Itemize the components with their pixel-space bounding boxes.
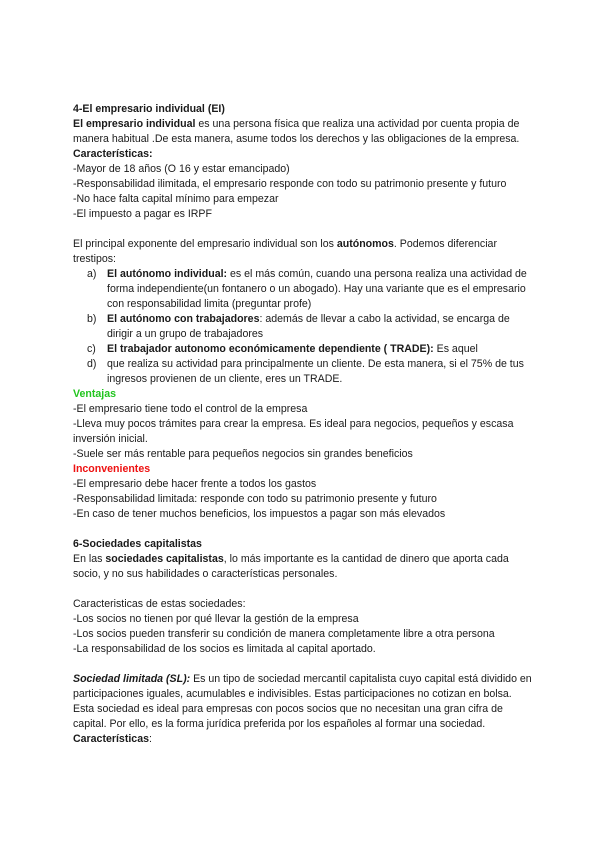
list-item-text: que realiza su actividad para principalmente un cliente. De esta manera, si el 75% de tus ingresos provienen de un cliente, eres un TRADE. [107,358,524,385]
list-label: b) [87,313,97,325]
sl-char-colon: : [148,733,152,745]
list-item [73,342,533,357]
characteristic-item: -Mayor de 18 años (O 16 y estar emancipado) [73,163,290,175]
document-body [73,102,533,747]
exponent-bold: autónomos [336,238,394,250]
sociedades-intro-pre: En las [73,553,106,565]
list-item [73,357,533,387]
exponent-paragraph [73,237,533,267]
sl-paragraph [73,672,533,702]
inconvenientes-heading: Inconvenientes [73,463,151,475]
types-list [73,267,533,387]
list-label: a) [87,268,97,280]
list-item-bold: El autónomo individual: [107,268,228,280]
sociedades-char-heading: Caracteristicas de estas sociedades: [73,598,246,610]
ventaja-item: -Suele ser más rentable para pequeños negocios sin grandes beneficios [73,448,413,460]
sociedades-intro-text: , lo más importante es la cantidad de dinero que aporta cada socio, y no sus habilidades o características personales. [73,553,509,580]
list-item-text: es el más común, cuando una persona realiza una actividad de forma independiente(un fontanero o un abogado). Hay una variante que es el empresario con responsabilidad limita (preguntar profe) [107,268,527,310]
inconveniente-item: -El empresario debe hacer frente a todos los gastos [73,478,317,490]
list-label: c) [87,343,96,355]
sl-char-heading-text: Características [73,733,149,745]
inconveniente-item: -Responsabilidad limitada: responde con todo su patrimonio presente y futuro [73,493,437,505]
characteristic-item: -Responsabilidad ilimitada, el empresario responde con todo su patrimonio presente y futuro [73,178,507,190]
list-item-bold: El autónomo con trabajadores [107,313,260,325]
intro-text: es una persona física que realiza una actividad por cuenta propia de manera habitual .De esta manera, asume todos los derechos y las obligaciones de la empresa. [73,118,520,145]
sl-characteristics-heading [73,732,533,747]
list-item [73,267,533,312]
characteristics-heading: Características: [73,148,153,160]
intro-paragraph [73,117,533,147]
sociedades-char-item: -La responsabilidad de los socios es limitada al capital aportado. [73,643,376,655]
sociedades-char-item: -Los socios pueden transferir su condición de manera completamente libre a otra persona [73,628,495,640]
characteristic-item: -El impuesto a pagar es IRPF [73,208,212,220]
intro-bold: El empresario individual [73,118,196,130]
list-item-text: : además de llevar a cabo la actividad, se encarga de dirigir a un grupo de trabajadores [107,313,510,340]
sociedades-char-item: -Los socios no tienen por qué llevar la gestión de la empresa [73,613,359,625]
sociedades-intro [73,552,533,582]
ventaja-item: -Lleva muy pocos trámites para crear la empresa. Es ideal para negocios, pequeños y escasa inversión inicial. [73,418,514,445]
list-item-bold: El trabajador autonomo económicamente dependiente ( TRADE): [107,343,434,355]
ventaja-item: -El empresario tiene todo el control de la empresa [73,403,308,415]
exponent-text-pre: El principal exponente del empresario individual son los [73,238,337,250]
inconveniente-item: -En caso de tener muchos beneficios, los impuestos a pagar son más elevados [73,508,446,520]
characteristic-item: -No hace falta capital mínimo para empezar [73,193,279,205]
list-label: d) [87,358,97,370]
list-item [73,312,533,342]
list-item-text: Es aquel [433,343,478,355]
section-title-empresario-individual: 4-El empresario individual (EI) [73,103,225,115]
sl-text: Es un tipo de sociedad mercantil capitalista cuyo capital está dividido en participaciones iguales, acumulables e indivisibles. Estas participaciones no cotizan en bolsa. [73,673,532,700]
ventajas-heading: Ventajas [73,388,116,400]
exponent-text-post: . Podemos diferenciar trestipos: [73,238,497,265]
sl-title: Sociedad limitada (SL): [73,673,191,685]
sl-paragraph-2: Esta sociedad es ideal para empresas con pocos socios que no necesitan una gran cifra de capital. Por ello, es la forma jurídica preferida por los españoles al formar una sociedad. [73,703,503,730]
sociedades-intro-bold: sociedades capitalistas [105,553,224,565]
section-title-sociedades-capitalistas: 6-Sociedades capitalistas [73,538,202,550]
